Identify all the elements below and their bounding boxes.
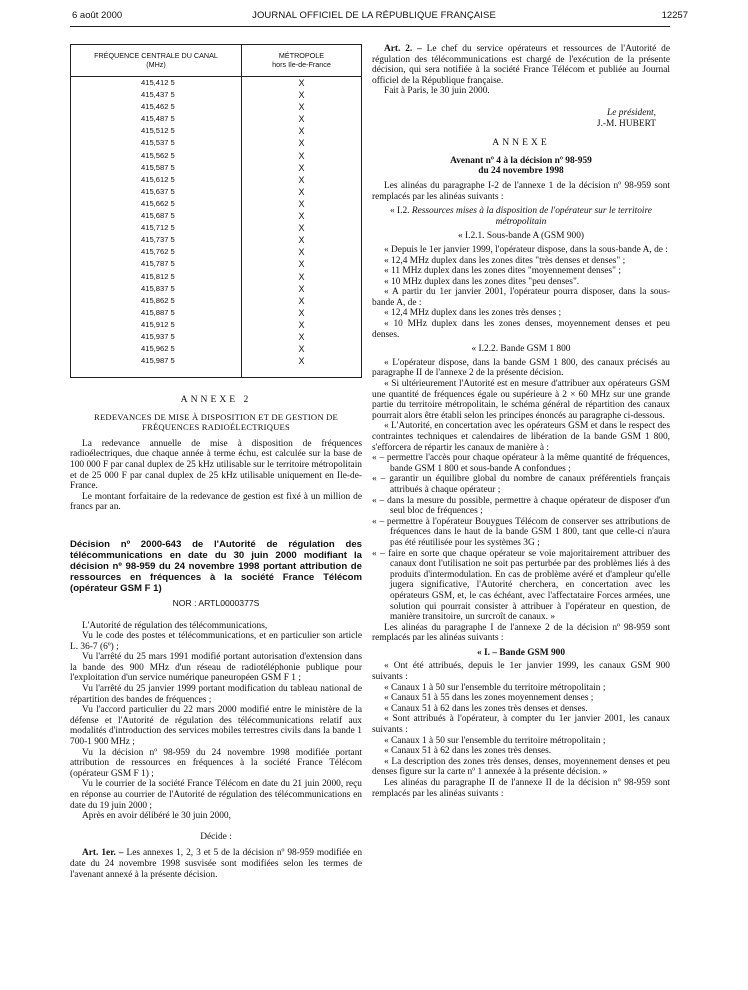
annexe2-subtitle: REDEVANCES DE MISE À DISPOSITION ET DE GESTION DE FRÉQUENCES RADIOÉLECTRIQUES [94,411,338,432]
annex-paragraph: Les alinéas du paragraphe II de l'annexe II de la décision nº 98-959 sont remplacés par les alinéas suivants : [372,778,670,799]
frequency-cell: 415,787 5 [71,258,242,270]
signed-place-date: Fait à Paris, le 30 juin 2000. [384,86,490,97]
visa-paragraph: Vu l'accord particulier du 22 mars 2000 modifié entre le ministère de la défense et l'Autorité de régulation des télécommunications relatif aux modalités d'introduction des services mobiles terrestres civils dans la bande 1 700-1 900 MHz ; [70,705,362,748]
article-1 [70,848,362,880]
avenant-date: du 24 novembre 1998 [478,166,564,177]
list-item: « – permettre l'accès pour chaque opérateur à la même quantité de fréquences, bande GSM 1 800 et sous-bande A confondues ; [372,453,670,474]
header-journal-title: JOURNAL OFFICIEL DE LA RÉPUBLIQUE FRANÇAISE [252,10,496,21]
table-row [71,137,362,149]
frequency-table [70,44,362,378]
availability-mark-cell: X [242,246,362,258]
table-row [71,174,362,186]
table-row [71,113,362,125]
frequency-cell: 415,537 5 [71,137,242,149]
availability-mark-cell: X [242,137,362,149]
list-item: « – permettre à l'opérateur Bouygues Télécom de conserver ses attributions de fréquences dans le haut de la bande GSM 1 800, tant que celle-ci n'aura pas été réutilisée pour les systèmes 3G ; [372,516,670,548]
list-item: « – dans la mesure du possible, permettre à chaque opérateur de disposer d'un seul bloc de fréquences ; [372,495,670,517]
visa-paragraph: Après en avoir délibéré le 30 juin 2000, [82,811,231,822]
article-2-text: Le chef du service opérateurs et ressources de l'Autorité de régulation des télécommunications est chargé de l'exécution de la présente décision, qui sera notifiée à la société France Télécom et publiée au Journal officiel de la République française. [372,44,671,86]
frequency-cell: 415,987 5 [71,355,242,378]
frequency-cell: 415,562 5 [71,150,242,162]
decision-title: Décision nº 2000-643 de l'Autorité de régulation des télécommunications en date du 30 juin 2000 modifiant la décision nº 98-959 du 24 novembre 1998 portant attribution de ressources en fréquences à la société France Télécom (opérateur GSM F 1) [70,538,362,594]
frequency-cell: 415,412 5 [71,77,242,90]
visa-paragraph: Vu le code des postes et télécommunications, et en particulier son article L. 36-7 (6º) ; [70,631,362,652]
table-row [71,222,362,234]
annex-paragraph: « Canaux 1 à 50 sur l'ensemble du territoire métropolitain ; [384,735,606,746]
section-heading: « I.2. Ressources mises à la disposition de l'opérateur sur le territoire métropolitain [390,206,652,227]
annex-paragraph: « Depuis le 1er janvier 1999, l'opérateur dispose, dans la sous-bande A, de : [384,244,668,255]
availability-mark-cell: X [242,271,362,283]
availability-mark-cell: X [242,101,362,113]
frequency-cell: 415,862 5 [71,295,242,307]
frequency-cell: 415,587 5 [71,162,242,174]
availability-mark-cell: X [242,89,362,101]
annexe-title: ANNEXE [492,137,550,149]
frequency-cell: 415,712 5 [71,222,242,234]
frequency-cell: 415,737 5 [71,234,242,246]
annex-paragraph: « A partir du 1er janvier 2001, l'opérateur pourra disposer, dans la sous-bande A, de : [372,287,670,308]
availability-mark-cell: X [242,331,362,343]
table-row [71,331,362,343]
frequency-cell: 415,487 5 [71,113,242,125]
list-item: « – faire en sorte que chaque opérateur se voie majoritairement attribuer des canaux dont l'utilisation ne soit pas perturbée par des problèmes liés à des produits d'intermodulation. En cas de problème avéré et d'ampleur qu'elle jugera significative, l'Autorité cherchera, en concertation avec les opérateurs GSM, et, le cas échéant, avec l'affectataire Forces armées, une solution qui pourrait consister à attribuer à l'opérateur en question, de manière transitoire, un surcroît de canaux. » [372,548,670,623]
annex-paragraph: « Canaux 51 à 62 dans les zones très denses et denses. [384,703,588,714]
header-rule [70,26,670,27]
availability-mark-cell: X [242,222,362,234]
annex-paragraph: « La description des zones très denses, denses, moyennement denses et peu denses figure sur la carte nº 1 annexée à la présente décision. » [372,756,670,778]
frequency-cell: 415,462 5 [71,101,242,113]
running-header [0,10,748,26]
visa-paragraph: Vu l'arrêté du 25 mars 1991 modifié portant autorisation d'extension dans la bande des 900 MHz d'un réseau de radiotéléphonie publique pour l'exploitation d'un service numérique paneuropéen GSM F 1 ; [70,652,362,684]
table-row [71,150,362,162]
annexe2-paragraph: Le montant forfaitaire de la redevance de gestion est fixé à un million de francs par an. [70,491,362,513]
article-1-label: Art. 1er. – [82,848,124,859]
table-row [71,186,362,198]
list-item: « – garantir un équilibre global du nombre de canaux préférentiels français attribués à chaque opérateur ; [372,474,670,495]
table-header-frequency: FRÉQUENCE CENTRALE DU CANAL (MHz) [71,45,242,77]
table-row [71,343,362,355]
annex-paragraph: « L'Autorité, en concertation avec les opérateurs GSM et dans le respect des contraintes techniques et calendaires de libération de la bande GSM 1 800, s'efforcera de répartir les canaux de manière à : [372,421,670,453]
left-column [70,44,362,880]
annex-paragraph: « 11 MHz duplex dans les zones dites "moyennement denses" ; [384,266,621,277]
visa-paragraph: Vu le courrier de la société France Télécom en date du 21 juin 2000, reçu en réponse au courrier de l'Autorité de régulation des télécommunications en date du 19 juin 2000 ; [70,779,362,811]
availability-mark-cell: X [242,186,362,198]
frequency-cell: 415,837 5 [71,283,242,295]
frequency-cell: 415,887 5 [71,307,242,319]
table-row [71,89,362,101]
annex-paragraph: « 12,4 MHz duplex dans les zones dites "très denses et denses" ; [384,255,626,266]
availability-mark-cell: X [242,295,362,307]
table-body [71,77,362,378]
availability-mark-cell: X [242,210,362,222]
decide-heading: Décide : [200,831,232,842]
availability-mark-cell: X [242,234,362,246]
availability-mark-cell: X [242,258,362,270]
annex-paragraph: Les alinéas du paragraphe I de l'annexe 2 de la décision nº 98-959 sont remplacés par les alinéas suivants : [372,622,670,644]
frequency-cell: 415,762 5 [71,246,242,258]
annex-paragraph: « Si ultérieurement l'Autorité est en mesure d'attribuer aux opérateurs GSM une quantité de fréquences égale ou supérieure à 2 × 60 MHz sur une grande partie du territoire métropolitain, le schéma général de répartition des canaux pourrait alors être établi selon les principes énoncés au paragraphe ci-dessous. [372,379,670,421]
frequency-cell: 415,612 5 [71,174,242,186]
table-row [71,101,362,113]
signatory-name: J.-M. HUBERT [596,118,656,129]
table-row [71,258,362,270]
annex-paragraph: Les alinéas du paragraphe I-2 de l'annexe 1 de la décision nº 98-959 sont remplacés par les alinéas suivants : [372,180,670,202]
avenant-title: Avenant nº 4 à la décision nº 98-959 [450,155,592,166]
availability-mark-cell: X [242,283,362,295]
annexe2-title: ANNEXE 2 [180,394,252,406]
annexe2-paragraph: La redevance annuelle de mise à disposition de fréquences radioélectriques, due chaque année à terme échu, est calculée sur la base de 100 000 F par canal duplex de 25 kHz utilisable sur le territoire métropolitain et de 25 000 F par canal duplex de 25 kHz utilisable uniquement en Ile-de-France. [70,438,362,492]
frequency-cell: 415,912 5 [71,319,242,331]
annex-paragraph: « 10 MHz duplex dans les zones denses, moyennement denses et peu denses. [372,319,670,340]
header-date: 6 août 2000 [72,10,123,21]
table-row [71,77,362,90]
subsection-heading: « I.2.1. Sous-bande A (GSM 900) [457,231,585,242]
annex-paragraph: « Ont été attribués, depuis le 1er janvier 1999, les canaux GSM 900 suivants : [372,661,670,683]
table-row [71,295,362,307]
table-row [71,283,362,295]
article-2-label: Art. 2. – [384,44,422,54]
table-row [71,210,362,222]
availability-mark-cell: X [242,307,362,319]
frequency-cell: 415,662 5 [71,198,242,210]
table-row [71,246,362,258]
annex-paragraph: « Canaux 51 à 62 dans les zones très denses. [384,746,552,757]
availability-mark-cell: X [242,174,362,186]
signatory-role: Le président, [607,107,656,118]
nor-reference: NOR : ARTL0000377S [172,597,260,608]
table-row [71,162,362,174]
table-row [71,198,362,210]
availability-mark-cell: X [242,113,362,125]
annex-paragraph: « Canaux 51 à 55 dans les zones moyennement denses ; [384,693,594,704]
subsection-heading: « I. – Bande GSM 900 [476,647,566,658]
frequency-cell: 415,937 5 [71,331,242,343]
annex-paragraph: « 12,4 MHz duplex dans les zones très denses ; [384,308,562,319]
annex-paragraph: « Sont attribués à l'opérateur, à compter du 1er janvier 2001, les canaux suivants : [372,714,670,736]
visa-paragraph: L'Autorité de régulation des télécommunications, [82,620,268,631]
frequency-cell: 415,812 5 [71,271,242,283]
visa-paragraph: Vu l'arrêté du 25 janvier 1999 portant modification du tableau national de répartition des bandes de fréquences ; [70,684,362,705]
annex-paragraph: « Canaux 1 à 50 sur l'ensemble du territoire métropolitain ; [384,682,606,693]
article-2 [372,44,670,86]
annex-paragraph: « 10 MHz duplex dans les zones dites "peu denses". [384,276,580,287]
table-row [71,271,362,283]
right-column [372,44,670,799]
article-1-text: Les annexes 1, 2, 3 et 5 de la décision nº 98-959 modifiée en date du 24 novembre 1998 susvisée sont modifiées selon les termes de l'avenant annexé à la présente décision. [70,848,363,880]
subsection-heading: « I.2.2. Bande GSM 1 800 [471,344,571,355]
frequency-cell: 415,962 5 [71,343,242,355]
annex-paragraph: « L'opérateur dispose, dans la bande GSM 1 800, des canaux précisés au paragraphe II de l'annexe 2 de la présente décision. [372,357,670,379]
table-row [71,234,362,246]
availability-mark-cell: X [242,343,362,355]
availability-mark-cell: X [242,150,362,162]
frequency-cell: 415,437 5 [71,89,242,101]
table-row [71,307,362,319]
availability-mark-cell: X [242,319,362,331]
availability-mark-cell: X [242,77,362,90]
frequency-cell: 415,687 5 [71,210,242,222]
table-row [71,355,362,378]
frequency-cell: 415,637 5 [71,186,242,198]
visa-paragraph: Vu la décision nº 98-959 du 24 novembre 1998 modifiée portant attribution de ressources en fréquences à la société France Télécom (opérateur GSM F 1) ; [70,747,362,779]
table-header-metropole: MÉTROPOLE hors Ile-de-France [242,45,362,77]
availability-mark-cell: X [242,355,362,378]
availability-mark-cell: X [242,162,362,174]
table-row [71,319,362,331]
header-page-number: 12257 [661,10,688,21]
availability-mark-cell: X [242,125,362,137]
availability-mark-cell: X [242,198,362,210]
table-row [71,125,362,137]
frequency-cell: 415,512 5 [71,125,242,137]
